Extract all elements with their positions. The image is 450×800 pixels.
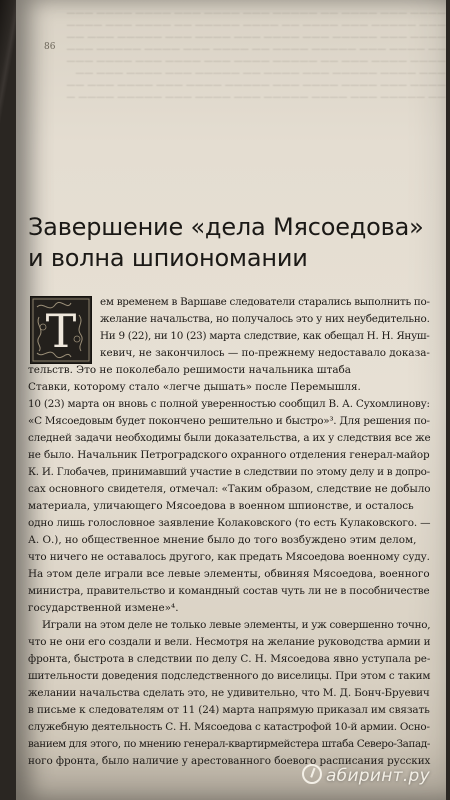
body-line: фронта, быстрота в следствии по делу С. Н. Мясоедова явно уступала ре- <box>28 653 431 665</box>
page-number: 86 <box>44 42 56 52</box>
body-line: материала, уличающего Мясоедова в военном шпионстве, и осталось <box>28 500 414 512</box>
body-line: желание начальства, но получалось это у них неубедительно. <box>100 313 430 325</box>
body-line: «С Мясоедовым будет покончено решительно и быстро»³. Для решения по- <box>28 415 430 427</box>
body-line: кевич, не закончилось — по-прежнему недоставало доказа- <box>100 347 430 359</box>
body-line: министра, правительство и командный состав чуть ли не в пособничестве <box>28 585 430 597</box>
body-line: ем временем в Варшаве следователи старались выполнить по- <box>100 296 430 308</box>
body-line: Ни 9 (22), ни 10 (23) марта следствие, как обещал Н. Н. Януш- <box>100 330 430 342</box>
body-line: А. О.), но общественное мнение было до того возбуждено этим делом, <box>28 534 417 546</box>
body-line: служебную деятельность С. Н. Мясоедова с катастрофой 10-й армии. Осно- <box>28 721 430 733</box>
body-line: К. И. Глобачев, принимавший участие в следствии по этому делу и в допро- <box>28 466 430 478</box>
watermark-text: абиринт.ру <box>325 766 430 786</box>
body-line: сах основного свидетеля, отмечал: «Таким образом, следствие не добыло <box>28 483 431 495</box>
body-line: шительности доведения подследственного до виселицы. При этом с таким <box>28 670 431 682</box>
body-line: ванием для этого, по мнению генерал-квартирмейстера штаба Северо-Запад- <box>28 738 430 750</box>
body-line: государственной измене»⁴. <box>28 602 179 614</box>
body-line: одно лишь голословное заявление Колаковского (то есть Кулаковского. — <box>28 517 431 529</box>
body-line: не было. Начальник Петроградского охранного отделения генерал-майор <box>28 449 430 461</box>
body-line: 10 (23) марта он вновь с полной уверенностью сообщил В. А. Сухомлинову: <box>28 398 430 410</box>
chapter-title-line-1: Завершение «дела Мясоедова» <box>28 213 424 241</box>
watermark-logo <box>302 764 430 786</box>
body-text <box>28 294 430 770</box>
body-line: что ничего не оставалось другого, как предать Мясоедова военному суду. <box>28 551 430 563</box>
body-line: На этом деле играли все левые элементы, обвиняя Мясоедова, военного <box>28 568 430 580</box>
body-line: тельств. Это не поколебало решимости начальника штаба <box>28 364 351 376</box>
body-line: в письме к следователям от 11 (24) марта напрямую приказал им связать <box>28 704 430 716</box>
body-line: следней задачи необходимы были доказательства, а их у следствия все же <box>28 432 431 444</box>
dropcap-letter: Т <box>45 304 77 358</box>
body-line: Ставки, которому стало «легче дышать» после Перемышля. <box>28 381 361 393</box>
body-line: Играли на этом деле не только левые элементы, и уж совершенно точно, <box>42 619 431 631</box>
show-through-text: ———— ——— ———— —— ————— ——— ———— ——— ———— ———— ——— ——— ————— ——— ———— —— ———— ————— —— ———— ——— ———— ———— ——— ————— ——— ———— ——— ———— ——— ————— ——— —— —— ———— ——— ————— ———— —— ———— ——— ———— ————— ——— ———— ———— ——— —— ————— ———— ——— ———— ——— ———— ——— ——— ———— ————— ——— ———— —— ————— ——— ———— ——— —— ———— ——— ———— ———— ——— ————— ———— ——— ———— ——— —— —— ————— ——— ———— ————— ——— ———— ——— ————— ———— — <box>66 9 446 103</box>
chapter-title-line-2: и волна шпиономании <box>28 244 308 272</box>
body-line: желании начальства сделать это, не удивительно, что М. Д. Бонч-Бруевич <box>28 687 430 699</box>
labirint-logo-icon <box>302 764 322 784</box>
body-line: что не они его создали и вели. Несмотря на желание руководства армии и <box>28 636 431 648</box>
body-line: ного фронта, было наличие у арестованного боевого расписания русских <box>28 755 431 767</box>
chapter-title <box>28 212 428 274</box>
